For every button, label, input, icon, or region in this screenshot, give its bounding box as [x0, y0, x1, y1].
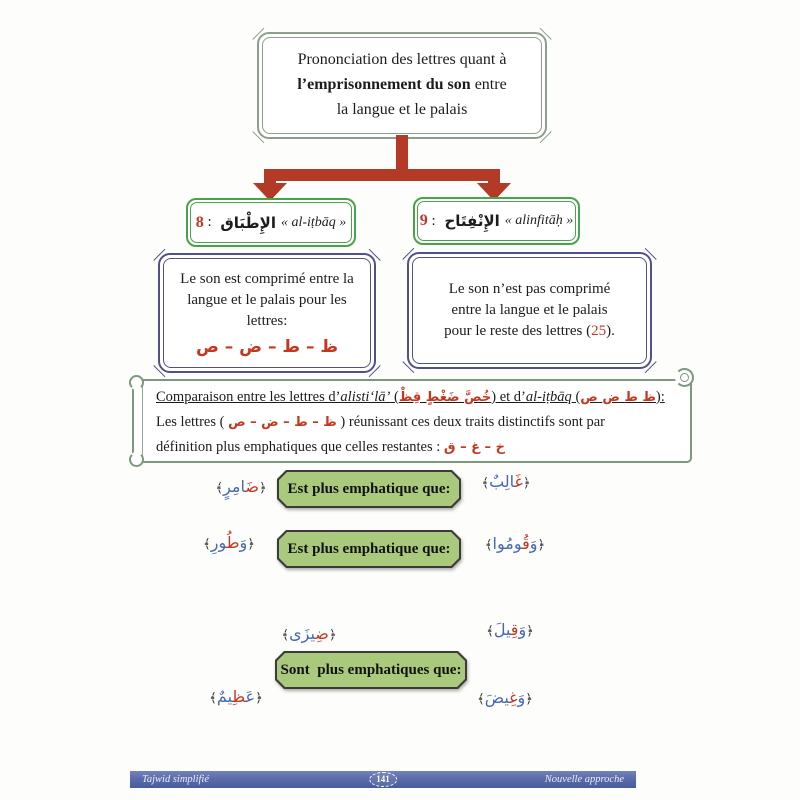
title-box-inner: [262, 37, 542, 134]
word-emphatic-letter: غِ‍: [509, 688, 518, 707]
ornate-bracket-open: ﴿: [258, 481, 267, 496]
word-plain-part: ‍يضَ: [484, 688, 510, 707]
word-plain-part: عَ‍: [245, 687, 256, 706]
title-line-1: Prononciation des lettres quant à: [297, 51, 507, 69]
ornate-bracket-open: ﴿: [255, 691, 263, 706]
page-number-badge: 141: [369, 772, 397, 787]
note-l1-paren-2: (: [571, 389, 581, 405]
ornate-bracket-close: ﴾: [209, 691, 217, 706]
scroll-curl-dot: [680, 373, 689, 382]
rule9-transliteration: « alinfitāḥ »: [504, 213, 574, 228]
note-l3-letters: ق‎ – ‎غ‎ – ‎خ: [443, 440, 505, 455]
comparison-note-text: [156, 385, 684, 460]
emphasis-tag-2: [277, 530, 461, 568]
note-l1-itbaq-term: al-iṭbāq: [525, 389, 572, 405]
arabic-word-azim: [188, 686, 284, 710]
infitah-letter-count: 25: [591, 322, 607, 339]
rule9-label-box: [413, 197, 580, 245]
comparison-note-line-2: [156, 410, 684, 435]
word-emphatic-letter: ضَ‍: [245, 477, 259, 496]
rule8-label-box: [186, 198, 356, 247]
comparison-note-line-3: [156, 435, 684, 460]
ornate-bracket-close: ﴾: [203, 537, 211, 552]
ornate-bracket-close: ﴾: [215, 481, 224, 496]
word-plain-part: ‍الِبٌ: [489, 472, 515, 491]
ornate-bracket-close: ﴾: [481, 476, 490, 491]
note-l1-itbaq-letters: ص‎ ‎ض‎ ‎ط‎ ‎ظ: [580, 390, 656, 405]
itbaq-letters: ص‎ – ‎ض‎ – ‎ط‎ – ‎ظ: [195, 336, 339, 357]
word-emphatic-letter: ضِ‍: [315, 624, 329, 643]
ornate-bracket-open: ﴿: [537, 538, 546, 553]
emphasis-tag-1-label: Est plus emphatique que:: [287, 480, 451, 497]
ornate-bracket-close: ﴾: [486, 624, 494, 639]
ornate-bracket-open: ﴿: [522, 476, 531, 491]
word-emphatic-letter: غَ‍: [514, 472, 523, 491]
arabic-word-ghalib: [458, 471, 554, 495]
scroll-curl-bottom-left: [129, 452, 144, 467]
note-l1-mnemonic-arabic: خُصَّ ضَغْطٍ قِظْ: [398, 390, 492, 405]
arrow-stem: [396, 135, 408, 170]
note-l2-letters: ص‎ – ‎ض‎ – ‎ط‎ – ‎ظ: [228, 415, 337, 430]
note-l1-paren: (: [390, 389, 399, 405]
arabic-word-waqila: [462, 619, 558, 643]
rule8-number: 8: [195, 213, 204, 231]
rule9-label-content: [417, 201, 576, 241]
word-plain-part: ‍يلَ: [493, 620, 511, 639]
infitah-line-1: Le son n’est pas comprimé: [448, 281, 611, 298]
arabic-word-waghida: [457, 687, 553, 711]
word-plain-part: ‍ومُوا: [492, 534, 523, 553]
word-emphatic-letter: طُ‍: [226, 533, 240, 552]
arabic-word-waqumu: [465, 533, 565, 557]
comparison-note-scroll: [132, 379, 692, 463]
title-box: [257, 32, 547, 139]
infitah-description-text: [412, 257, 647, 364]
word-emphatic-letter: قِ‍: [510, 620, 519, 639]
arabic-word-damir: [193, 476, 289, 500]
emphasis-tag-3-label: Sont plus emphatiques que:: [280, 661, 462, 678]
title-line-2-rest: entre: [470, 76, 507, 94]
footer-subtitle: Nouvelle approche: [544, 774, 624, 785]
infitah-description-box: [407, 252, 652, 369]
note-l1-colon: ):: [655, 389, 665, 405]
title-line-2-bold: l’emprisonnement du son: [297, 76, 471, 94]
ornate-bracket-open: ﴿: [247, 537, 255, 552]
word-plain-part: وَ: [529, 534, 538, 553]
rule9-number: 9: [419, 212, 428, 229]
arabic-word-watur: [181, 532, 277, 556]
itbaq-description-box: [158, 253, 376, 373]
footer-bar: [130, 771, 636, 788]
note-l1-istila-term: alisti‘lā’: [340, 389, 391, 405]
ornate-bracket-open: ﴿: [526, 624, 534, 639]
arabic-word-diza: [261, 623, 357, 647]
title-line-2: [297, 73, 506, 98]
word-plain-part: وَ: [517, 688, 526, 707]
ornate-bracket-close: ﴾: [484, 538, 493, 553]
word-emphatic-letter: ‍ظِ‍: [232, 687, 246, 706]
note-l1-text: Comparaison entre les lettres d’: [156, 389, 341, 405]
infitah-line-3-end: ).: [606, 322, 615, 339]
comparison-note-line-1: [156, 385, 684, 410]
word-plain-part: ‍ورِ: [210, 533, 227, 552]
itbaq-line-1: Le son est comprimé entre la: [180, 271, 354, 288]
rule8-arabic-term: الإِطْبَاق: [220, 213, 276, 232]
infitah-line-2: entre la langue et le palais: [451, 302, 608, 319]
note-l2-text: Les lettres (: [156, 414, 229, 430]
rule8-separator: :: [203, 214, 216, 230]
note-l3-text: définition plus emphatiques que celles restantes :: [156, 439, 444, 455]
ornate-bracket-close: ﴾: [281, 628, 290, 643]
word-plain-part: وَ: [518, 620, 527, 639]
rule9-separator: :: [427, 212, 440, 229]
title-line-3: la langue et le palais: [336, 100, 468, 118]
word-plain-part: ‍امِرٍ: [223, 477, 246, 496]
arrow-crossbar: [264, 169, 500, 181]
rule8-transliteration: « al-iṭbāq »: [280, 214, 347, 230]
emphasis-tag-1: [277, 470, 461, 508]
ornate-bracket-close: ﴾: [477, 692, 485, 707]
scroll-roll-edge: [142, 383, 143, 459]
rule8-label-content: [190, 202, 352, 243]
word-plain-part: وَ: [239, 533, 248, 552]
rule9-arabic-term: الإِنْفِتَاح: [444, 212, 500, 230]
ornate-bracket-open: ﴿: [525, 692, 533, 707]
itbaq-line-3: lettres:: [246, 312, 288, 329]
footer-book-title: Tajwid simplifié: [142, 774, 210, 785]
infitah-line-3-text: pour le reste des lettres (: [444, 322, 592, 339]
ornate-bracket-open: ﴿: [328, 628, 337, 643]
word-emphatic-letter: قُ‍: [522, 534, 530, 553]
word-plain-part: ‍يزَى: [289, 624, 316, 643]
scroll-curl-top-left: [129, 375, 144, 390]
itbaq-line-2: langue et le palais pour les: [187, 292, 347, 309]
infitah-line-3: [444, 321, 615, 342]
emphasis-tag-3: [275, 651, 467, 689]
itbaq-description-text: [163, 258, 371, 368]
word-plain-part: ‍يمٌ: [216, 687, 233, 706]
emphasis-tag-2-label: Est plus emphatique que:: [287, 540, 451, 557]
note-l1-text-2: ) et d’: [491, 389, 526, 405]
note-l2-text-2: ) réunissant ces deux traits distinctifs sont par: [336, 414, 605, 430]
